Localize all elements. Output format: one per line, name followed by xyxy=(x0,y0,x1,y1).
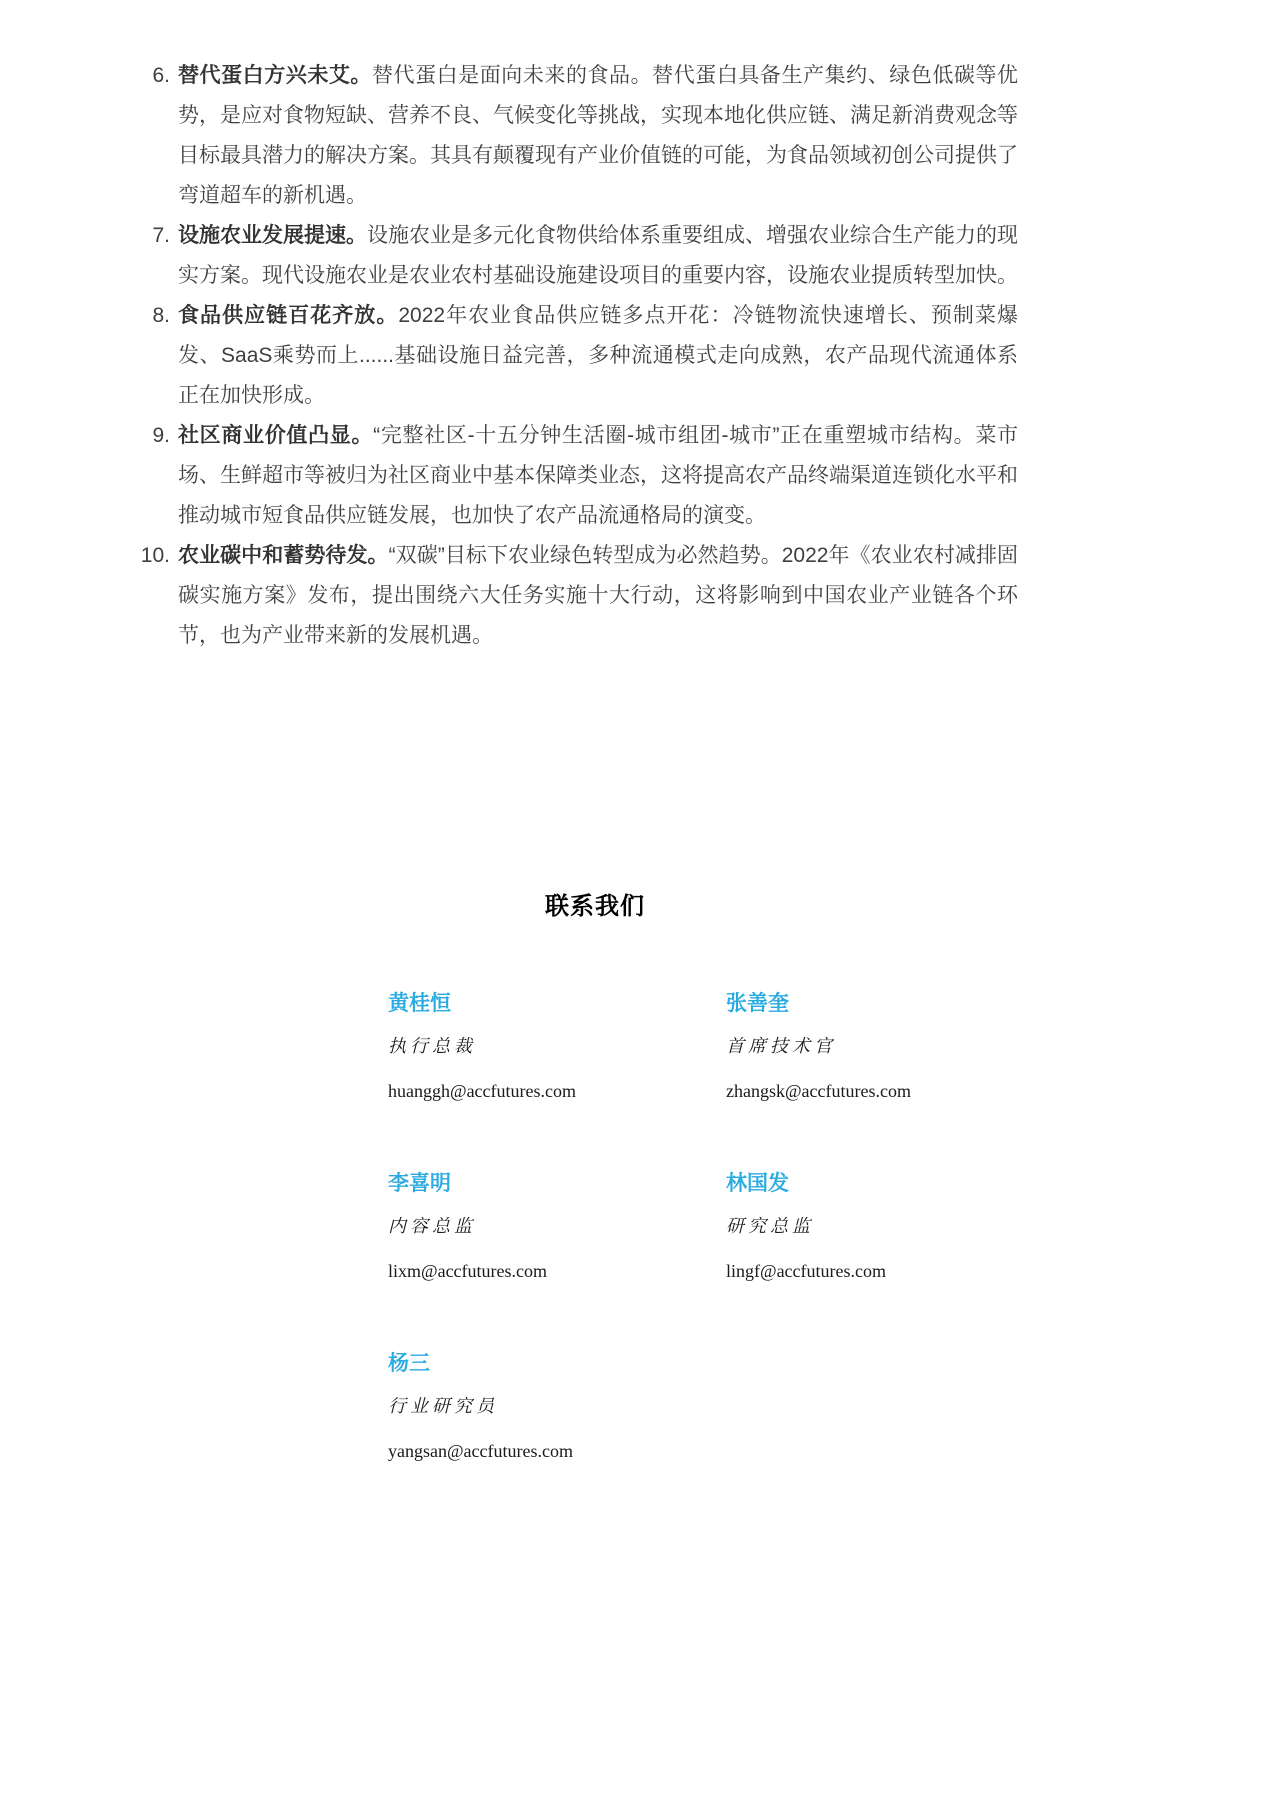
list-item xyxy=(120,296,1070,416)
contact-name: 林国发 xyxy=(726,1172,789,1195)
list-item-text xyxy=(178,416,1018,536)
contact-job-title: 研究总监 xyxy=(726,1216,814,1237)
list-item xyxy=(120,416,1070,536)
list-item-number: 9. xyxy=(152,424,170,447)
contact-name: 黄桂恒 xyxy=(388,992,451,1015)
contact-name: 杨三 xyxy=(388,1352,430,1375)
contact-job-title: 行业研究员 xyxy=(388,1396,498,1417)
report-page xyxy=(120,56,1070,1463)
contact-card xyxy=(726,1171,1028,1283)
list-item xyxy=(120,536,1070,656)
contact-email: lixm@accfutures.com xyxy=(388,1261,548,1281)
key-trends-list xyxy=(120,56,1070,656)
list-item-text xyxy=(178,216,1018,296)
list-item-description: “完整社区-十五分钟生活圈-城市组团-城市”正在重塑城市结构。菜市场、生鲜超市等被归为社区商业中基本保障类业态，这将提高农产品终端渠道连锁化水平和推动城市短食品供应链发展，也加快了农产品流通格局的演变。 xyxy=(178,424,1018,527)
list-item-lead: 替代蛋白方兴未艾。 xyxy=(178,64,372,87)
list-item-number: 8. xyxy=(152,304,170,327)
contact-email: yangsan@accfutures.com xyxy=(388,1441,574,1461)
list-item xyxy=(120,56,1070,216)
contact-email: huanggh@accfutures.com xyxy=(388,1081,577,1101)
contact-card xyxy=(388,1171,726,1283)
contact-name: 张善奎 xyxy=(726,992,789,1015)
list-item-description: 2022年农业食品供应链多点开花：冷链物流快速增长、预制菜爆发、SaaS乘势而上......基础设施日益完善，多种流通模式走向成熟，农产品现代流通体系正在加快形成。 xyxy=(178,304,1018,407)
contact-email: zhangsk@accfutures.com xyxy=(726,1081,912,1101)
contact-email: lingf@accfutures.com xyxy=(726,1261,887,1281)
list-item-number: 10. xyxy=(140,544,170,567)
list-item-lead: 农业碳中和蓄势待发。 xyxy=(178,544,389,567)
list-item-lead: 设施农业发展提速。 xyxy=(178,224,367,247)
list-item-description: “双碳”目标下农业绿色转型成为必然趋势。2022年《农业农村减排固碳实施方案》发布，提出围绕六大任务实施十大行动，这将影响到中国农业产业链各个环节，也为产业带来新的发展机遇。 xyxy=(178,544,1019,647)
contact-card xyxy=(726,991,1028,1103)
contact-card xyxy=(388,991,726,1103)
contact-card xyxy=(388,1351,726,1463)
list-item xyxy=(120,216,1070,296)
contact-name: 李喜明 xyxy=(388,1172,451,1195)
contact-job-title: 执行总裁 xyxy=(388,1036,476,1057)
list-item-text xyxy=(178,536,1018,656)
contact-section-title: 联系我们 xyxy=(545,893,645,920)
list-item-number: 7. xyxy=(152,224,170,247)
list-item-description: 替代蛋白是面向未来的食品。替代蛋白具备生产集约、绿色低碳等优势，是应对食物短缺、营养不良、气候变化等挑战，实现本地化供应链、满足新消费观念等目标最具潜力的解决方案。其具有颠覆现有产业价值链的可能，为食品领域初创公司提供了弯道超车的新机遇。 xyxy=(178,64,1019,207)
list-item-description: 设施农业是多元化食物供给体系重要组成、增强农业综合生产能力的现实方案。现代设施农业是农业农村基础设施建设项目的重要内容，设施农业提质转型加快。 xyxy=(178,224,1018,287)
contact-job-title: 内容总监 xyxy=(388,1216,476,1237)
list-item-number: 6. xyxy=(152,64,170,87)
list-item-lead: 食品供应链百花齐放。 xyxy=(178,304,399,327)
list-item-lead: 社区商业价值凸显。 xyxy=(178,424,374,447)
list-item-text xyxy=(178,56,1018,216)
contact-job-title: 首席技术官 xyxy=(726,1036,836,1057)
contact-grid xyxy=(388,991,1028,1463)
list-item-text xyxy=(178,296,1018,416)
